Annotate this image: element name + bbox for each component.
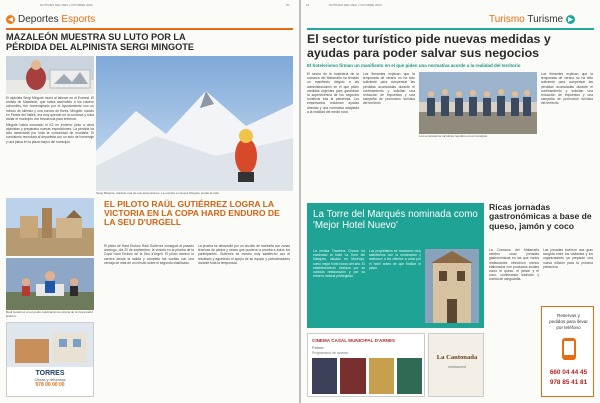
lead-body: El alpinista Sergi Mingote murió al fallecer en el Everest. El ciclista de Mazaleón, que había ascendido a los catorce ochomiles, fue homenajeado por el Ayuntamiento con un minuto de silencio y una corona de flores. Mingote, nacido en Parets del Vallès, era muy querido en la comarca y solía visitar el municipio con frecuencia para entrenar. Mingote había coronado el K2 en invierno junto a otros alpinistas y preparaba nuevas expediciones. La pérdida ha sido lamentada por toda la comunidad de montaña. El consistorio recordará al deportista con un acto de homenaje y una placa en la plaza mayor del municipio. (6, 96, 94, 144)
section-rule (307, 28, 594, 30)
town-photo (6, 198, 94, 256)
right-section-header (489, 12, 575, 26)
lead-body-col2: Los firmantes explican que la temporada de verano no ha sido suficiente para compensar las pérdidas acumuladas durante el confinamiento y solicitan una reducción de impuestos y una campaña de promoción turística del territorio. (363, 72, 415, 106)
left-page (0, 0, 299, 403)
takeaway-phone1: 660 04 44 45 (549, 369, 588, 376)
cinema-sub: Febrer (312, 345, 324, 350)
lead-headline: MAZALEÓN MUESTRA SU LUTO POR LA PÉRDIDA DEL ALPINISTA SERGI MINGOTE (6, 32, 195, 52)
podium-photo (6, 258, 94, 310)
section-title: Turismo Turisme (489, 13, 564, 25)
ad-tagline: Obras y reformas (34, 377, 66, 382)
lead-body-col4: Los firmantes explican que la temporada de verano no ha sido suficiente para compensar las pérdidas acumuladas durante el confinamiento y solicitan una reducción de impuestos y una campaña de promoción turística del territorio. (541, 72, 593, 106)
restaurant-brand: La Cantonada (436, 354, 478, 361)
second-body-col1: El piloto de Hard Enduro Raül Gutiérrez consiguió el pasado domingo, día 20 de septiembre, la victoria en la prueba de la Copa Hard Enduro de la Seu d'Urgell. El piloto dominó la carrera desde la salida y completó las vueltas con una ventaja de más de un minuto sobre el segundo clasificado. (104, 244, 194, 265)
right-page (301, 0, 600, 403)
gastro-body-col1: La Comarca del Matarraña celebró unas jornadas gastronómicas en las que varios restaurantes ofrecieron menús elaborados con productos locales como el queso, el jamón y el coco, combinando tradición y cocina de vanguardia. (489, 248, 539, 282)
lead-headline: El sector turístico pide nuevas medidas y ayudas para poder salvar sus negocios (307, 32, 551, 60)
takeaway-line1: Reservas y (557, 313, 580, 318)
left-section-header (6, 12, 95, 26)
takeaway-line2: pedidos para llevar (549, 319, 588, 324)
takeaway-phone2: 978 85 41 81 (549, 379, 588, 386)
lead-photo-caption: Sergi Mingote, durante una de sus ascensiones. La cumbre en la que Mingote perdió la vida. (96, 191, 220, 195)
lead-photo (419, 72, 537, 134)
second-body-col2: La prueba se desarrolló por un circuito de montaña con zonas técnicas de piedra y raíces que pusieron a prueba a todos los participantes. Gutiérrez se mostró muy satisfecho con el resultado y agradeció el apoyo de su equipo y patrocinadores durante toda la temporada. (198, 244, 290, 265)
hotel-body-col1: La revista Travelers Choice ha nominado al hotel La Torre del Marqués, situado en Monroyo, como mejor hotel nuevo del año. El establecimiento destaca por su cuidada restauración y por su entorno natural privilegiado. (313, 249, 365, 279)
ad-phone: 978 00 00 00 (35, 382, 65, 388)
lead-photo-main (96, 56, 293, 191)
restaurant-sub: restaurant (447, 364, 466, 369)
lead-photo-left (6, 56, 94, 94)
cinema-line: Programació de cinema (312, 351, 348, 355)
lead-body-col1: El sector de la hostelería de la comarca del Matarraña ha firmado un manifiesto dirigido a las administraciones en el que piden medidas urgentes para garantizar la supervivencia de los negocios turísticos tras la pandemia. Los empresarios reclaman ayudas directas y una normativa adaptada a la realidad del medio rural. (307, 72, 359, 114)
second-photo-caption: Raül Gutiérrez en el podio celebrando la victoria de la Copa Hard Enduro. (6, 310, 93, 318)
construction-ad (6, 322, 94, 397)
section-arrow-icon: ▶ (566, 15, 575, 24)
left-page-number: 20 (286, 3, 290, 7)
takeaway-line3: por teléfono (556, 325, 581, 330)
cinema-brand: CINEMA CASAL MUNICIPAL D'ARNES (312, 338, 396, 343)
hotel-headline: La Torre del Marqués nominada como 'Mejor Hotel Nuevo' (313, 209, 478, 231)
section-rule (6, 28, 293, 30)
second-headline: EL PILOTO RAÜL GUTIÉRREZ LOGRA LA VICTORIA EN LA COPA HARD ENDURO DE LA SEU D'URGELL (104, 199, 280, 228)
cinema-posters (312, 358, 422, 394)
left-folio: NOTÍCIES DEL MES | OCTUBRE 2020 (40, 3, 93, 7)
section-title: Deportes Esports (18, 13, 96, 25)
takeaway-phone-icon (559, 337, 579, 361)
gastro-body-col2: Las jornadas tuvieron una gran acogida entre los visitantes y los organizadores ya preparan una nueva edición para la próxima primavera. (543, 248, 593, 269)
ad-brand: TORRES (35, 370, 65, 377)
hotel-body-col2: Los propietarios se mostraron muy satisfechos con la nominación y animaron a los clientes a votar por el hotel antes de que finalice el plazo. (369, 249, 421, 270)
right-folio: NOTÍCIES DEL MES | OCTUBRE 2020 (329, 3, 382, 7)
lead-photo-caption: Los empresarios turísticos reunidos en el municipio. (419, 134, 489, 138)
gastro-headline: Ricas jornadas gastronómicas a base de queso, jamón y coco (489, 202, 592, 231)
takeaway-ad (541, 306, 594, 397)
restaurant-ad (428, 333, 484, 397)
right-page-number: 21 (306, 3, 310, 7)
cinema-ad (307, 333, 425, 397)
hotel-photo (425, 249, 479, 323)
section-arrow-icon: ◀ (6, 15, 15, 24)
hotel-story-box (307, 203, 484, 328)
lead-subhead: El hotelerismo firman un manifiesto en el que piden una normativa acorde a la realidad del territorio (307, 63, 521, 68)
